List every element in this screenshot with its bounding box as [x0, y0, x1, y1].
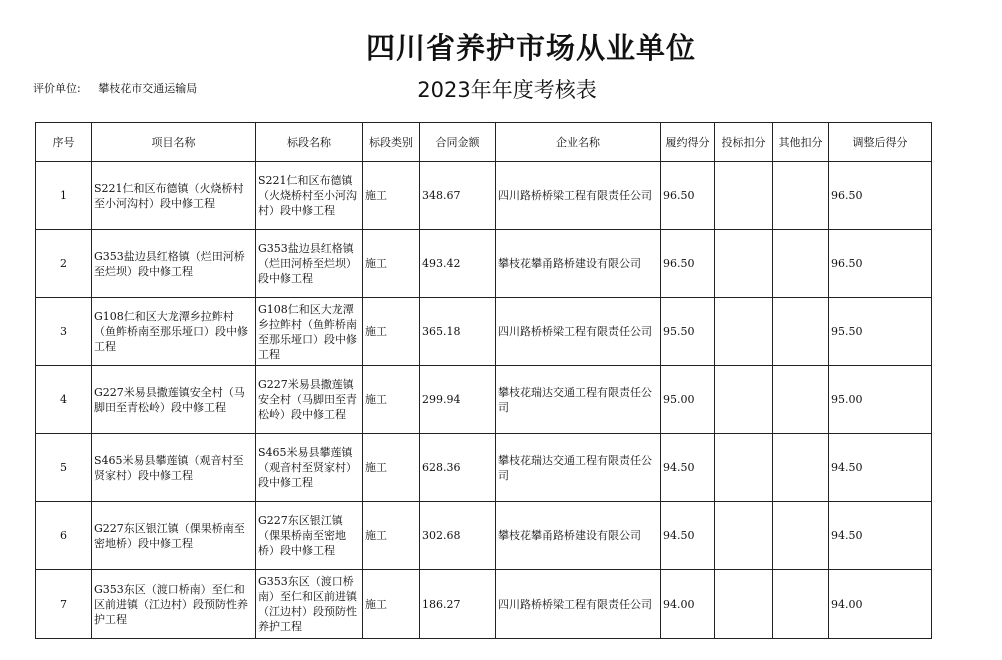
document-subtitle: 2023年年度考核表 [417, 78, 597, 102]
header-bid-deduction: 投标扣分 [715, 123, 773, 162]
cell-performance-score: 95.50 [661, 298, 715, 366]
header-performance-score: 履约得分 [661, 123, 715, 162]
cell-performance-score: 94.00 [661, 570, 715, 639]
cell-section-name: G227米易县撒莲镇安全村（马脚田至青松岭）段中修工程 [256, 366, 363, 434]
cell-company: 四川路桥桥梁工程有限责任公司 [496, 298, 661, 366]
cell-amount: 299.94 [420, 366, 496, 434]
cell-section-name: S221仁和区布德镇（火烧桥村至小河沟村）段中修工程 [256, 162, 363, 230]
cell-adjusted-score: 94.50 [829, 434, 932, 502]
header-section-name: 标段名称 [256, 123, 363, 162]
header-contract-amount: 合同金额 [420, 123, 496, 162]
cell-adjusted-score: 94.00 [829, 570, 932, 639]
cell-performance-score: 95.00 [661, 366, 715, 434]
cell-bid-deduction [715, 570, 773, 639]
cell-other-deduction [773, 162, 829, 230]
cell-adjusted-score: 94.50 [829, 502, 932, 570]
cell-no: 7 [36, 570, 92, 639]
cell-company: 攀枝花瑞达交通工程有限责任公司 [496, 366, 661, 434]
cell-performance-score: 96.50 [661, 162, 715, 230]
cell-adjusted-score: 95.50 [829, 298, 932, 366]
cell-category: 施工 [363, 162, 420, 230]
table-row [36, 298, 932, 366]
header-other-deduction: 其他扣分 [773, 123, 829, 162]
cell-category: 施工 [363, 230, 420, 298]
cell-project-name: G227米易县撒莲镇安全村（马脚田至青松岭）段中修工程 [92, 366, 256, 434]
header-no: 序号 [36, 123, 92, 162]
header-adjusted-score: 调整后得分 [829, 123, 932, 162]
cell-company: 攀枝花攀甬路桥建设有限公司 [496, 502, 661, 570]
cell-amount: 365.18 [420, 298, 496, 366]
cell-other-deduction [773, 434, 829, 502]
cell-no: 4 [36, 366, 92, 434]
cell-bid-deduction [715, 298, 773, 366]
cell-amount: 302.68 [420, 502, 496, 570]
evaluator-value: 攀枝花市交通运输局 [98, 82, 198, 95]
cell-project-name: G353盐边县红格镇（烂田河桥至烂坝）段中修工程 [92, 230, 256, 298]
cell-amount: 348.67 [420, 162, 496, 230]
cell-bid-deduction [715, 366, 773, 434]
cell-adjusted-score: 95.00 [829, 366, 932, 434]
cell-project-name: G227东区银江镇（倮果桥南至密地桥）段中修工程 [92, 502, 256, 570]
cell-category: 施工 [363, 434, 420, 502]
cell-company: 四川路桥桥梁工程有限责任公司 [496, 570, 661, 639]
cell-other-deduction [773, 230, 829, 298]
cell-project-name: G108仁和区大龙潭乡拉鲊村（鱼鲊桥南至那乐垭口）段中修工程 [92, 298, 256, 366]
cell-bid-deduction [715, 162, 773, 230]
cell-adjusted-score: 96.50 [829, 162, 932, 230]
cell-no: 2 [36, 230, 92, 298]
cell-no: 1 [36, 162, 92, 230]
cell-section-name: G227东区银江镇（倮果桥南至密地桥）段中修工程 [256, 502, 363, 570]
cell-category: 施工 [363, 570, 420, 639]
cell-bid-deduction [715, 502, 773, 570]
cell-section-name: G108仁和区大龙潭乡拉鲊村（鱼鲊桥南至那乐垭口）段中修工程 [256, 298, 363, 366]
cell-adjusted-score: 96.50 [829, 230, 932, 298]
cell-amount: 186.27 [420, 570, 496, 639]
cell-amount: 493.42 [420, 230, 496, 298]
table-row [36, 162, 932, 230]
header-company-name: 企业名称 [496, 123, 661, 162]
cell-project-name: S465米易县攀莲镇（观音村至贤家村）段中修工程 [92, 434, 256, 502]
cell-category: 施工 [363, 366, 420, 434]
evaluator-line [33, 80, 197, 96]
cell-no: 6 [36, 502, 92, 570]
table-header-row [36, 123, 932, 162]
table-row [36, 570, 932, 639]
cell-company: 四川路桥桥梁工程有限责任公司 [496, 162, 661, 230]
cell-project-name: S221仁和区布德镇（火烧桥村至小河沟村）段中修工程 [92, 162, 256, 230]
header-project-name: 项目名称 [92, 123, 256, 162]
cell-performance-score: 94.50 [661, 502, 715, 570]
cell-category: 施工 [363, 298, 420, 366]
table-row [36, 434, 932, 502]
cell-section-name: S465米易县攀莲镇（观音村至贤家村）段中修工程 [256, 434, 363, 502]
cell-category: 施工 [363, 502, 420, 570]
cell-section-name: G353东区（渡口桥南）至仁和区前进镇（江边村）段预防性养护工程 [256, 570, 363, 639]
table-row [36, 230, 932, 298]
cell-project-name: G353东区（渡口桥南）至仁和区前进镇（江边村）段预防性养护工程 [92, 570, 256, 639]
evaluator-label: 评价单位: [33, 82, 81, 95]
document-title: 四川省养护市场从业单位 [365, 31, 696, 65]
cell-no: 3 [36, 298, 92, 366]
header-section-category: 标段类别 [363, 123, 420, 162]
cell-other-deduction [773, 570, 829, 639]
cell-company: 攀枝花瑞达交通工程有限责任公司 [496, 434, 661, 502]
cell-company: 攀枝花攀甬路桥建设有限公司 [496, 230, 661, 298]
table-row [36, 366, 932, 434]
cell-performance-score: 96.50 [661, 230, 715, 298]
cell-bid-deduction [715, 230, 773, 298]
cell-section-name: G353盐边县红格镇（烂田河桥至烂坝）段中修工程 [256, 230, 363, 298]
cell-performance-score: 94.50 [661, 434, 715, 502]
assessment-table [35, 122, 932, 639]
cell-other-deduction [773, 366, 829, 434]
cell-other-deduction [773, 298, 829, 366]
table-row [36, 502, 932, 570]
cell-bid-deduction [715, 434, 773, 502]
cell-amount: 628.36 [420, 434, 496, 502]
cell-no: 5 [36, 434, 92, 502]
cell-other-deduction [773, 502, 829, 570]
